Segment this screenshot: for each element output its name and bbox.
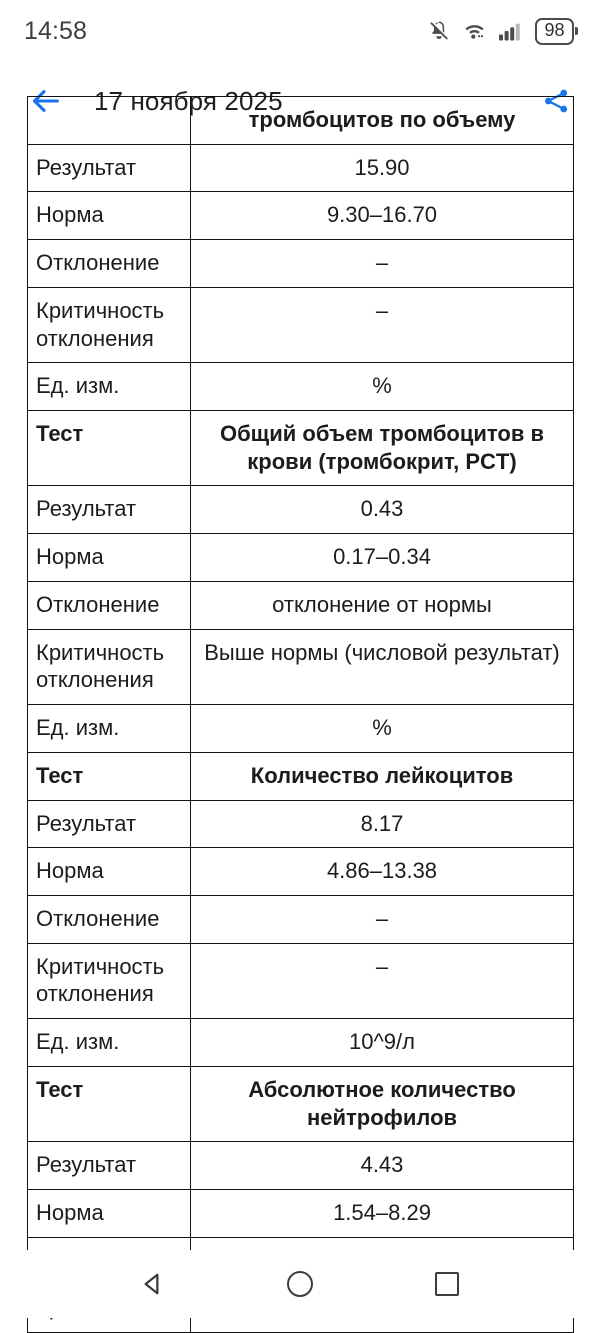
row-value: % xyxy=(191,705,574,753)
row-value: 0.43 xyxy=(191,486,574,534)
table-row xyxy=(28,240,574,288)
cellular-signal-icon xyxy=(498,20,524,42)
row-value: 10^9/л xyxy=(191,1019,574,1067)
android-nav-bar xyxy=(0,1250,600,1318)
row-value: Выше нормы (числовой результат) xyxy=(191,629,574,704)
notifications-off-icon xyxy=(427,19,451,43)
nav-home-button[interactable] xyxy=(273,1257,327,1311)
row-label: Тест xyxy=(28,752,191,800)
row-value: 1.54–8.29 xyxy=(191,1189,574,1237)
table-row xyxy=(28,705,574,753)
status-bar xyxy=(0,0,600,62)
table-row xyxy=(28,895,574,943)
table-row xyxy=(28,800,574,848)
row-label: Результат xyxy=(28,1142,191,1190)
lab-results-body xyxy=(28,97,574,1333)
row-value: отклонение от нормы xyxy=(191,581,574,629)
row-label: Ед. изм. xyxy=(28,363,191,411)
row-label: Ед. изм. xyxy=(28,705,191,753)
row-value: 8.17 xyxy=(191,800,574,848)
table-row xyxy=(28,581,574,629)
row-value: 4.43 xyxy=(191,1142,574,1190)
row-label: Норма xyxy=(28,848,191,896)
table-row xyxy=(28,848,574,896)
row-label xyxy=(28,97,191,145)
row-label: Ед. изм. xyxy=(28,1019,191,1067)
row-value: Количество лейкоцитов xyxy=(191,752,574,800)
table-row xyxy=(28,1019,574,1067)
table-row xyxy=(28,943,574,1018)
page-title: 17 ноября 2025 xyxy=(94,85,283,116)
row-label: Отклонение xyxy=(28,240,191,288)
status-bar-icons xyxy=(427,18,578,45)
row-label: Тест xyxy=(28,1066,191,1141)
row-label: Результат xyxy=(28,486,191,534)
table-row xyxy=(28,534,574,582)
battery-icon xyxy=(535,18,578,45)
table-row xyxy=(28,97,574,145)
row-label: Тест xyxy=(28,411,191,486)
row-label: Критичность отклонения xyxy=(28,287,191,362)
square-recents-icon xyxy=(435,1272,459,1296)
battery-level-text: 98 xyxy=(544,19,565,40)
table-row xyxy=(28,1066,574,1141)
row-value: Абсолютное количество нейтрофилов xyxy=(191,1066,574,1141)
row-value: – xyxy=(191,895,574,943)
nav-back-button[interactable] xyxy=(126,1257,180,1311)
table-row xyxy=(28,411,574,486)
triangle-back-icon xyxy=(140,1271,166,1297)
wifi-icon xyxy=(462,19,487,43)
table-row xyxy=(28,752,574,800)
row-value: – xyxy=(191,287,574,362)
circle-home-icon xyxy=(287,1271,313,1297)
nav-recents-button[interactable] xyxy=(420,1257,474,1311)
table-row xyxy=(28,363,574,411)
table-row xyxy=(28,629,574,704)
row-value: – xyxy=(191,943,574,1018)
row-value: 0.17–0.34 xyxy=(191,534,574,582)
row-value: % xyxy=(191,363,574,411)
row-label: Норма xyxy=(28,192,191,240)
row-value: 15.90 xyxy=(191,144,574,192)
row-label: Критичность отклонения xyxy=(28,629,191,704)
status-bar-clock: 14:58 xyxy=(24,16,88,45)
row-label: Отклонение xyxy=(28,895,191,943)
lab-results-table xyxy=(27,96,574,1333)
table-row xyxy=(28,144,574,192)
row-label: Норма xyxy=(28,1189,191,1237)
row-label: Отклонение xyxy=(28,581,191,629)
row-label: Норма xyxy=(28,534,191,582)
table-row xyxy=(28,486,574,534)
row-value: – xyxy=(191,240,574,288)
table-row xyxy=(28,1142,574,1190)
row-value: тромбоцитов по объему xyxy=(191,97,574,145)
row-value: Общий объем тромбоцитов в крови (тромбокрит, PCT) xyxy=(191,411,574,486)
row-label: Результат xyxy=(28,800,191,848)
results-scroll-area[interactable] xyxy=(0,107,600,1250)
row-label: Критичность отклонения xyxy=(28,943,191,1018)
table-row xyxy=(28,287,574,362)
table-row xyxy=(28,192,574,240)
row-label: Результат xyxy=(28,144,191,192)
row-value: 9.30–16.70 xyxy=(191,192,574,240)
row-value: 4.86–13.38 xyxy=(191,848,574,896)
table-row xyxy=(28,1189,574,1237)
